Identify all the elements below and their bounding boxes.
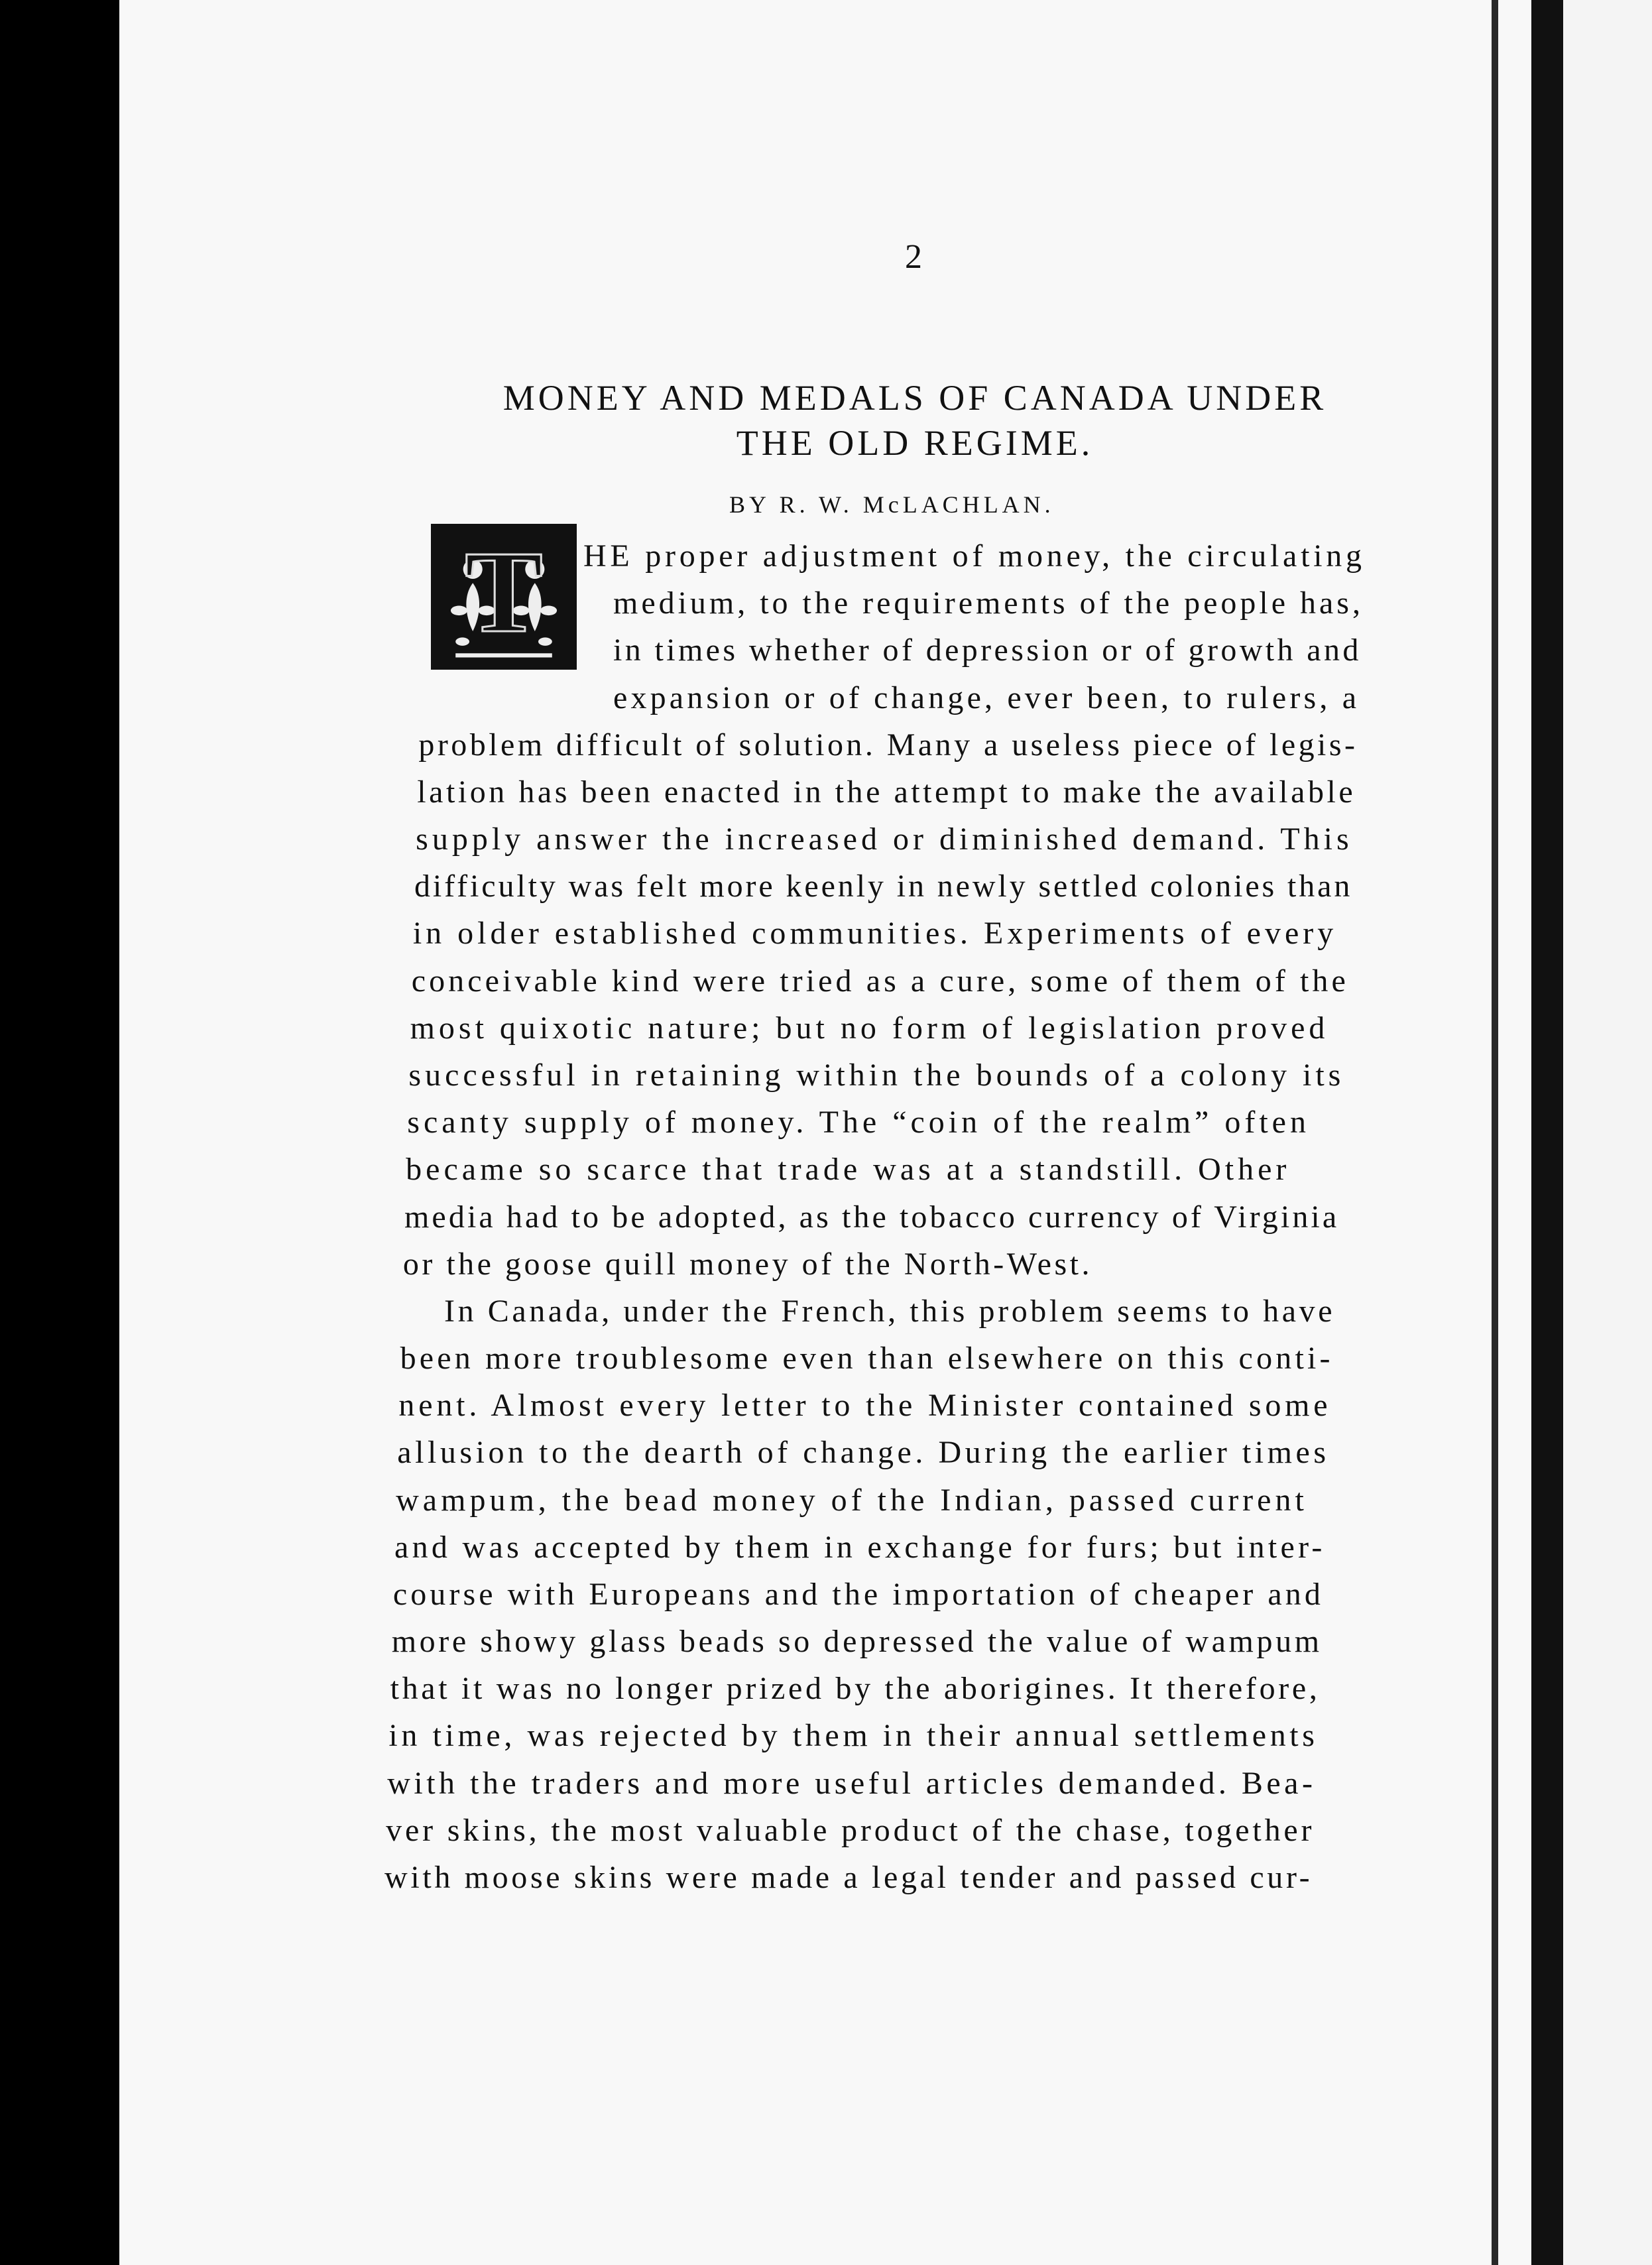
body-text-line: in time, was rejected by them in their annual settlements (388, 1718, 1319, 1753)
page-gutter-shadow (1492, 0, 1498, 2265)
body-text-line: problem difficult of solution. Many a useless piece of legis- (418, 727, 1358, 763)
body-text-line: nent. Almost every letter to the Minister contained some (398, 1388, 1332, 1423)
article-title (438, 375, 1392, 465)
body-text-line: with moose skins were made a legal tender and passed cur- (384, 1860, 1313, 1895)
article-title-line-1: MONEY AND MEDALS OF CANADA UNDER (502, 378, 1327, 418)
body-text-line: or the goose quill money of the North-West. (402, 1247, 1092, 1282)
body-text-line: expansion or of change, ever been, to rulers, a (613, 680, 1360, 715)
body-text-line: HE proper adjustment of money, the circulating (583, 538, 1366, 574)
body-text-line: In Canada, under the French, this problem seems to have (444, 1294, 1336, 1329)
body-text-line: in older established communities. Experiments of every (412, 916, 1338, 951)
article-title-line-2: THE OLD REGIME. (736, 423, 1094, 463)
body-text-line: media had to be adopted, as the tobacco currency of Virginia (404, 1199, 1340, 1235)
body-text-line: conceivable kind were tried as a cure, some of them of the (411, 963, 1349, 999)
body-text-line: that it was no longer prized by the aborigines. It therefore, (390, 1671, 1321, 1706)
adjacent-page-strip (1563, 0, 1652, 2265)
body-text-line: most quixotic nature; but no form of legislation proved (410, 1010, 1329, 1046)
body-text-line: medium, to the requirements of the people has, (613, 585, 1364, 621)
body-text-line: scanty supply of money. The “coin of the realm” often (407, 1105, 1310, 1140)
body-text-line: with the traders and more useful articles demanded. Bea- (387, 1766, 1317, 1801)
body-text-line: ver skins, the most valuable product of the chase, together (386, 1813, 1315, 1848)
body-text-line: wampum, the bead money of the Indian, passed current (396, 1483, 1308, 1518)
body-text-line: and was accepted by them in exchange for furs; but inter- (394, 1530, 1326, 1565)
body-text-line: became so scarce that trade was at a standstill. Other (406, 1152, 1291, 1187)
body-text-line: in times whether of depression or of growth and (613, 633, 1362, 668)
body-text-line: successful in retaining within the bounds of a colony its (408, 1058, 1345, 1093)
article-byline: BY R. W. McLACHLAN. (729, 491, 1055, 518)
body-text-line: allusion to the dearth of change. During the earlier times (397, 1435, 1330, 1470)
drop-cap-letter: T (465, 528, 543, 657)
body-text-line: course with Europeans and the importation of cheaper and (392, 1577, 1324, 1612)
ornamental-drop-cap-icon (435, 528, 573, 666)
ornamental-drop-cap (431, 524, 577, 670)
body-text-line: more showy glass beads so depressed the value of wampum (391, 1624, 1323, 1659)
body-text-line: been more troublesome even than elsewhere on this conti- (400, 1341, 1334, 1376)
body-text-line: lation has been enacted in the attempt to make the available (417, 774, 1356, 810)
page-edge-band (1531, 0, 1563, 2265)
page-number: 2 (905, 238, 922, 276)
body-text-line: difficulty was felt more keenly in newly settled colonies than (414, 869, 1353, 904)
body-text-line: supply answer the increased or diminished demand. This (416, 822, 1353, 857)
